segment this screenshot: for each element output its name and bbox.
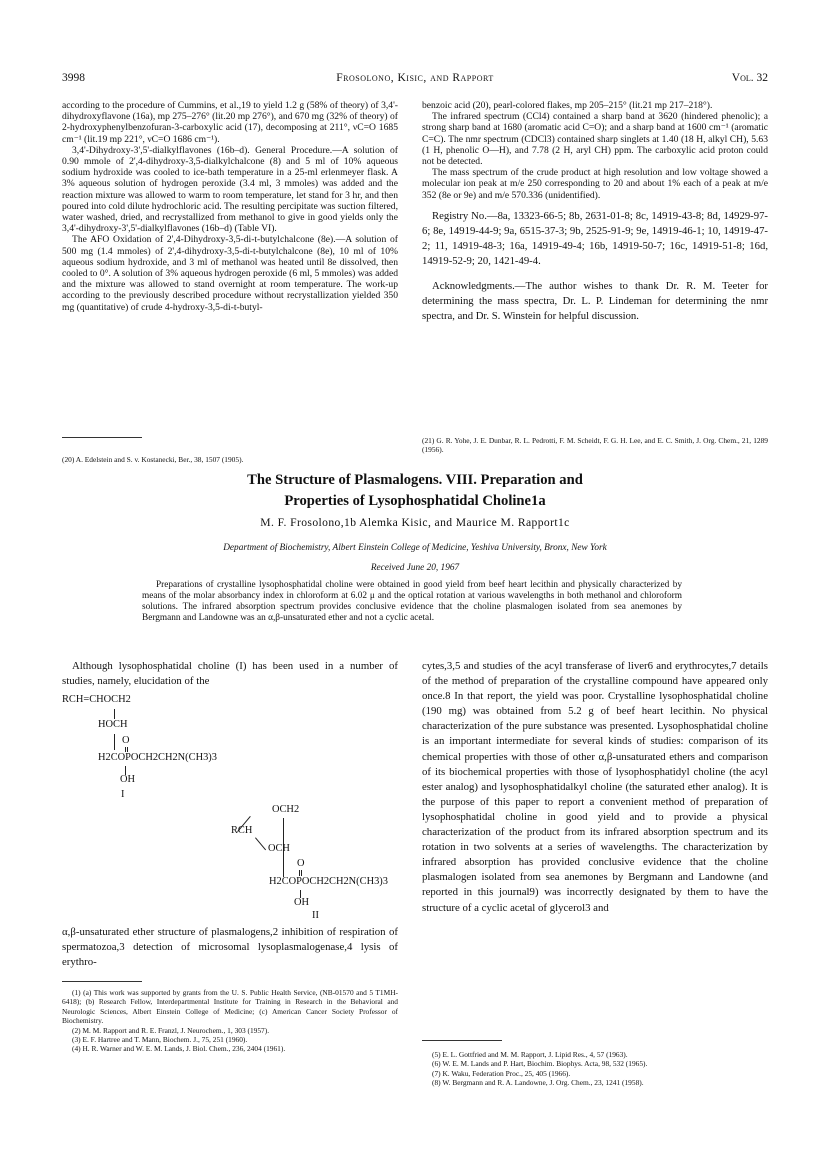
paragraph: The mass spectrum of the crude product at high resolution and low voltage showed a molecular ion peak at m/e 250 corresponding to 20 and about 1% each of a peak at m/e 352 (8e or 9e) and m/e 570.336 (unidentified). [422, 167, 768, 201]
footnote-rule [422, 1040, 502, 1041]
article-title-line-1: The Structure of Plasmalogens. VIII. Preparation and [247, 472, 583, 488]
footnote-2: (2) M. M. Rapport and R. E. Franzl, J. Neurochem., 1, 303 (1957). [72, 1025, 270, 1035]
struct-II-rch: RCH [231, 825, 253, 836]
article-affiliation: Department of Biochemistry, Albert Einstein College of Medicine, Yeshiva University, Bronx, New York [223, 543, 607, 553]
acknowledgments: Acknowledgments.—The author wishes to thank Dr. R. M. Teeter for determining the mass spectra, Dr. L. P. Lindeman for determining the nmr spectra, and Dr. S. Winstein for helpful discussion. [422, 279, 768, 322]
struct-II-oh: OH [294, 897, 310, 908]
struct-I-line5: OH [120, 774, 136, 785]
footnote-7: (7) K. Waku, Federation Proc., 25, 405 (1966). [432, 1068, 571, 1078]
struct-II-label: II [312, 910, 319, 921]
footnote-8: (8) W. Bergmann and R. A. Landowne, J. Org. Chem., 23, 1241 (1958). [432, 1078, 644, 1088]
bottom-footnotes-left [62, 988, 398, 1054]
bond [114, 709, 115, 719]
body-left-continuation: α,β-unsaturated ether structure of plasmalogens,2 inhibition of respiration of spermatozoa,3 detection of microsomal lysoplasmalogenase,4 lysis of erythro- [62, 926, 398, 969]
paragraph: according to the procedure of Cummins, et al.,19 to yield 1.2 g (58% of theory) of 3,4'-dihydroxyflavone (16a), mp 275–276° (lit.20 mp 276°), and 670 mg (32% of theory) of 2-hydroxyphenylbenzofuran-3-carboxylic acid (17), decomposing at 211°, νC=O 1685 cm⁻¹ (lit.19 mp 221°, νC=O 1686 cm⁻¹). [62, 100, 398, 145]
running-title: Frosolono, Kisic, and Rapport [336, 72, 494, 84]
volume-label: Vol. 32 [731, 72, 768, 84]
footnote-3: (3) E. F. Hartree and T. Mann, Biochem. J., 75, 251 (1960). [72, 1035, 248, 1045]
struct-I-line2: HOCH [98, 719, 128, 730]
bottom-footnotes-right [422, 1050, 768, 1088]
footnote-21 [422, 436, 768, 455]
struct-II-o: O [297, 858, 305, 869]
footnote-6: (6) W. E. M. Lands and P. Hart, Biochim. Biophys. Acta, 98, 532 (1965). [432, 1059, 648, 1069]
body-right-column: cytes,3,5 and studies of the acyl transferase of liver6 and erythrocytes,7 details of the method of preparation of the crystalline compound have appeared only once.8 In that report, the yield was poor. Crystalline lysophosphatidal choline (190 mg) was obtained from 5.2 g of beef heart lecithin. No physical characterization of the pure substance was presented. Lysophosphatidal choline is an important intermediate for several kinds of studies: comparison of its chemical properties with those of other α,β-unsaturated ethers and comparison of its biochemical properties with those of lysophosphatidyl choline (the acyl ester analog) and lysophosphatidalkyl choline (the saturated ether analog). It is the purpose of this paper to report a convenient method of preparation of lysophosphatidal choline in good yield and to provide a physical characterization of the product from its infrared absorption spectrum and its rotation in two solvents at a series of wavelengths. The characterization by infrared absorption has provided conclusive evidence that the choline plasmalogen isolated from sea anemones by Bergmann and Landowne (and reported in this journal9) was incorrectly designated by them to have the structure of a cyclic acetal of glycerol3 and [422, 660, 768, 914]
struct-II-och2: OCH2 [272, 804, 300, 815]
struct-I-line4: H2COPOCH2CH2N(CH3)3 [98, 752, 217, 763]
article-title-line-2: Properties of Lysophosphatidal Choline1a [284, 493, 546, 509]
struct-I-line3: O [122, 735, 130, 746]
struct-II-chain: H2COPOCH2CH2N(CH3)3 [269, 876, 388, 887]
previous-article-right-column [422, 100, 768, 324]
struct-I-label: I [121, 789, 125, 800]
paragraph: The AFO Oxidation of 2',4-Dihydroxy-3,5-di-t-butylchalcone (8e).—A solution of 500 mg (1.4 mmoles) of 2',4-dihydroxy-3,5-di-t-butylchalcone (8e), 10 ml of 10% aqueous sodium hydroxide, and 3 ml of methanol was heated until 8e dissolved, then cooled to 0°. A solution of 3% aqueous hydrogen peroxide (6 ml, 5 mmoles) was added and the mixture was allowed to stand overnight at room temperature. The work-up according to the previously described procedure without recrystallization yielded 350 mg (quantitative) of crude 4-hydroxy-3,5-di-t-butyl- [62, 234, 398, 313]
footnote-text: (21) G. R. Yohe, J. E. Dunbar, R. L. Pedrotti, F. M. Scheidt, F. G. H. Lee, and E. C. Smith, J. Org. Chem., 21, 1289 (1956). [422, 436, 768, 455]
paragraph: The infrared spectrum (CCl4) contained a sharp band at 3620 (hindered phenolic); a strong sharp band at 1680 (aromatic acid C=O); and a sharp band at 1600 cm⁻¹ (aromatic C=C). The nmr spectrum (CDCl3) contained sharp singlets at 1.40 (18 H, alkyl CH), 5.63 (1 H, phenolic O—H), and 7.78 (2 H, aryl CH) ppm. The carboxylic acid proton could not be detected. [422, 111, 768, 168]
footnote-text: (20) A. Edelstein and S. v. Kostanecki, Ber., 38, 1507 (1905). [62, 455, 244, 464]
abstract: Preparations of crystalline lysophosphatidal choline were obtained in good yield from beef heart lecithin and physically characterized by means of the molar absorbancy index in chloroform at 6.02 μ and the optical rotation at various wavelengths in both methanol and chloroform solutions. The infrared absorption spectrum provides conclusive evidence that the choline plasmalogen isolated from sea anemones by Bergmann and Landowne was an α,β-unsaturated ether and not a cyclic acetal. [142, 580, 682, 623]
struct-I-line1: RCH=CHOCH2 [62, 694, 131, 705]
footnote-1: (1) (a) This work was supported by grants from the U. S. Public Health Service, (NB-01570 and 5 T1MH-6418); (b) Research Fellow, Interdepartmental Institute for Training in Research in the Behavioral and Neurologic Sciences, Albert Einstein College of Medicine; (c) American Cancer Society Professor of Biochemistry. [62, 988, 398, 1026]
received-date: Received June 20, 1967 [370, 563, 460, 573]
footnote-rule [62, 437, 142, 438]
article-authors: M. F. Frosolono,1b Alemka Kisic, and Maurice M. Rapport1c [260, 516, 570, 529]
footnote-20 [62, 455, 398, 464]
previous-article-left-column [62, 100, 398, 313]
page-number: 3998 [62, 72, 85, 84]
bond [114, 734, 115, 750]
footnote-rule [62, 981, 142, 982]
running-header [62, 72, 768, 88]
struct-II-och: OCH [268, 843, 290, 854]
bond [255, 837, 266, 850]
bond [283, 857, 284, 877]
paragraph: 3,4'-Dihydroxy-3',5'-dialkylflavones (16b–d). General Procedure.—A solution of 0.90 mmole of 2',4-dihydroxy-3,5-dialkylchalcone (8) and 5 ml of 10% aqueous sodium hydroxide was cooled to ice-bath temperature in a 25-ml erlenmeyer flask. A 3% aqueous solution of hydrogen peroxide (3.4 ml, 3 mmoles) was added and the reaction mixture was allowed to warm to room temperature, let stand for 3 hr, and then poured into cold dilute hydrochloric acid. The resulting percipitate was suction filtered, water washed, dried, and recrystallized from methanol to give in good yields only the 3,4'-dihydroxy-3',5'-dialkylflavones (16b–d) (Table VI). [62, 144, 398, 235]
footnote-4: (4) H. R. Warner and W. E. M. Lands, J. Biol. Chem., 236, 2404 (1961). [72, 1044, 286, 1054]
registry-numbers: Registry No.—8a, 13323-66-5; 8b, 2631-01-8; 8c, 14919-43-8; 8d, 14929-97-6; 8e, 14919-44-9; 9a, 6515-37-3; 9b, 2525-91-9; 9e, 14919-46-1; 10, 14919-47-2; 11, 14919-48-3; 16a, 14919-49-4; 16b, 14919-50-7; 16c, 14919-51-8; 16d, 14919-52-9; 20, 1421-49-4. [422, 209, 768, 267]
footnote-5: (5) E. L. Gottfried and M. M. Rapport, J. Lipid Res., 4, 57 (1963). [432, 1050, 628, 1059]
body-intro-paragraph: Although lysophosphatidal choline (I) has been used in a number of studies, namely, elucidation of the [62, 660, 398, 688]
paragraph: benzoic acid (20), pearl-colored flakes, mp 205–215° (lit.21 mp 217–218°). [422, 100, 713, 111]
